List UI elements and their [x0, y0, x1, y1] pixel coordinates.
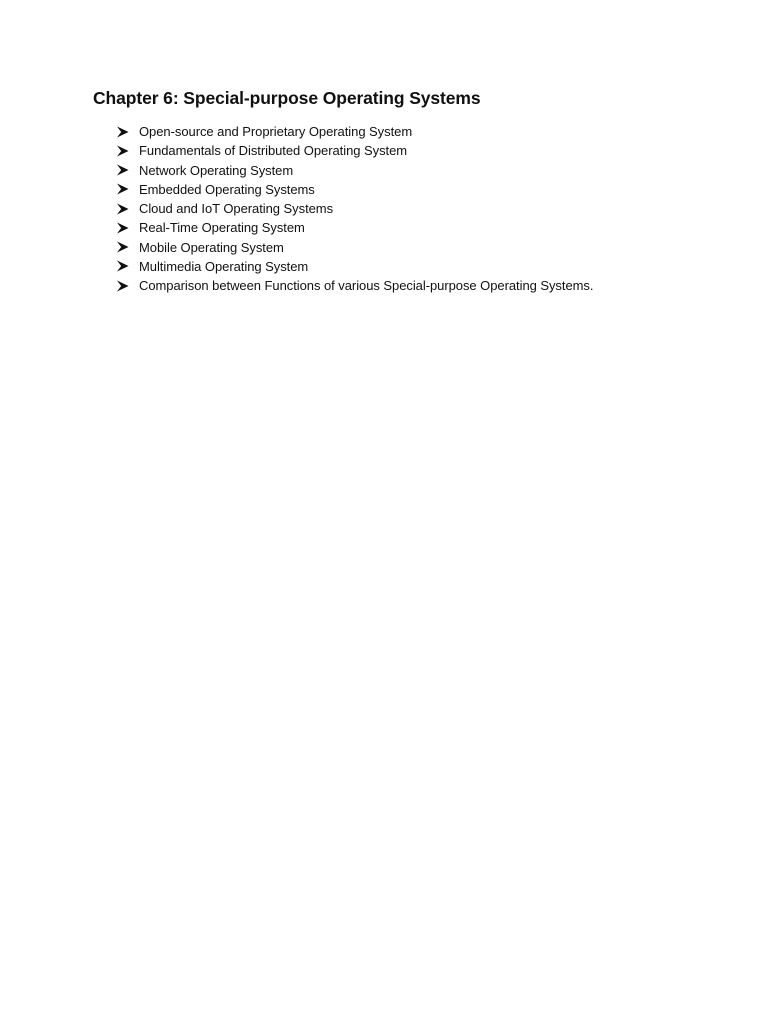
- chapter-title: Chapter 6: Special-purpose Operating Systems: [93, 88, 481, 108]
- list-item: [116, 199, 593, 218]
- list-item: [116, 238, 593, 257]
- list-item: [116, 161, 593, 180]
- list-item-label: Embedded Operating Systems: [139, 181, 315, 197]
- arrowhead-bullet-icon: [116, 259, 139, 273]
- arrowhead-bullet-icon: [116, 125, 139, 139]
- arrowhead-bullet-icon: [116, 221, 139, 235]
- list-item-label: Open-source and Proprietary Operating System: [139, 124, 413, 140]
- arrowhead-bullet-icon: [116, 182, 139, 196]
- arrowhead-bullet-icon: [116, 202, 139, 216]
- topic-list: [116, 122, 593, 295]
- list-item: [116, 257, 593, 276]
- list-item-label: Network Operating System: [139, 162, 294, 178]
- arrowhead-bullet-icon: [116, 163, 139, 177]
- list-item: [116, 276, 593, 295]
- arrowhead-bullet-icon: [116, 240, 139, 254]
- arrowhead-bullet-icon: [116, 279, 139, 293]
- list-item: [116, 122, 593, 141]
- list-item-label: Fundamentals of Distributed Operating System: [139, 143, 408, 159]
- list-item-label: Comparison between Functions of various Special-purpose Operating Systems.: [139, 278, 594, 294]
- list-item: [116, 180, 593, 199]
- arrowhead-bullet-icon: [116, 144, 139, 158]
- list-item-label: Cloud and IoT Operating Systems: [139, 201, 334, 217]
- list-item: [116, 141, 593, 160]
- list-item-label: Multimedia Operating System: [139, 258, 309, 274]
- list-item-label: Real-Time Operating System: [139, 220, 305, 236]
- list-item-label: Mobile Operating System: [139, 239, 284, 255]
- list-item: [116, 218, 593, 237]
